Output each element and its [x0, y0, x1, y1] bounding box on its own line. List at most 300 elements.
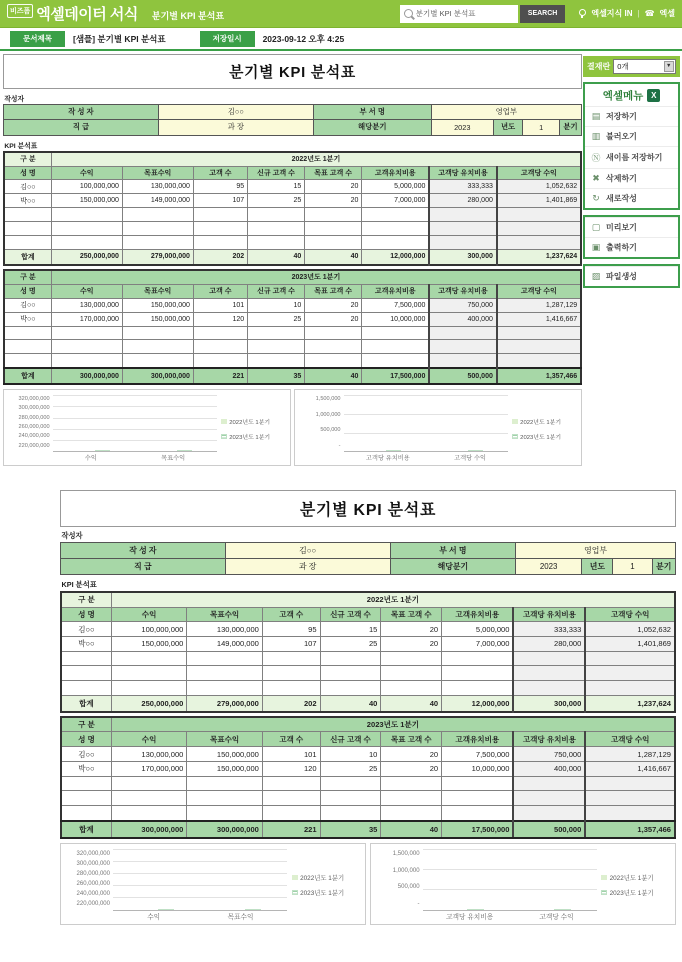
- cell: 40: [305, 250, 362, 265]
- cell: [513, 681, 585, 696]
- cell: 500,000: [429, 368, 497, 384]
- cell: 김○○: [158, 105, 313, 120]
- search-button[interactable]: SEARCH: [520, 5, 566, 23]
- legend-label: 2022년도 1분기: [229, 420, 271, 427]
- cell: 280,000: [429, 194, 497, 208]
- table-row: [61, 637, 675, 652]
- y-tick-label: -: [338, 442, 341, 449]
- quarter-cell: [516, 559, 676, 575]
- menu-item-print[interactable]: [585, 237, 678, 257]
- cell: 150,000,000: [122, 312, 193, 326]
- legend-swatch-icon: [221, 434, 227, 439]
- bar-group: [226, 909, 261, 910]
- cell: [442, 681, 514, 696]
- author-section-label: 작성자: [4, 96, 25, 104]
- cell: [362, 354, 430, 368]
- cell: [381, 806, 442, 821]
- column-header: 고객 수: [193, 284, 247, 298]
- cell: 40: [381, 821, 442, 838]
- period-cell: 2022년도 1분기: [111, 592, 675, 607]
- bar-2023: [95, 450, 110, 451]
- cell: [193, 340, 247, 354]
- cell: 박○○: [4, 312, 51, 326]
- legend-swatch-icon: [292, 890, 298, 895]
- cell: 10: [247, 298, 304, 312]
- cell: [305, 208, 362, 222]
- cell: 1,237,624: [497, 250, 581, 265]
- menu-item-save-as[interactable]: [585, 146, 678, 168]
- cell: [362, 208, 430, 222]
- bar-2023: [554, 909, 570, 910]
- document-title: 분기별 KPI 분석표: [299, 501, 437, 519]
- cell: 25: [320, 637, 381, 652]
- cell: [320, 681, 381, 696]
- cell: 300,000,000: [111, 821, 187, 838]
- cell: 성 명: [4, 284, 51, 298]
- quarter-value: 1: [522, 120, 559, 134]
- legend-item: [292, 888, 362, 897]
- cell: 750,000: [513, 747, 585, 762]
- cell: 1,357,466: [497, 368, 581, 384]
- table-row: [61, 717, 675, 732]
- link-excel-knowledge[interactable]: 엑셀지식 IN: [591, 9, 633, 18]
- bar-2023: [467, 909, 483, 910]
- legend-item: [292, 873, 362, 882]
- document-title: 분기별 KPI 분석표: [229, 65, 356, 82]
- cell: [305, 326, 362, 340]
- cell: [320, 776, 381, 791]
- cell: 170,000,000: [51, 312, 122, 326]
- link-divider: |: [637, 9, 640, 18]
- quarter-suffix: 분기: [559, 120, 581, 134]
- bar-2023: [245, 909, 261, 910]
- file-create-icon: ▨: [591, 271, 601, 281]
- legend-swatch-icon: [601, 890, 607, 895]
- cell: [320, 791, 381, 806]
- bar-chart-1: [60, 843, 366, 926]
- cell: [513, 806, 585, 821]
- document-preview-1: [3, 52, 582, 466]
- column-header: 고객당 수익: [585, 732, 675, 747]
- cell: 김○○: [225, 543, 390, 559]
- author-section-label: 작성자: [61, 531, 83, 541]
- cell: 해당분기: [313, 120, 431, 135]
- cell: [429, 340, 497, 354]
- cell: [497, 208, 581, 222]
- plot-area: [53, 395, 217, 451]
- cell: 박○○: [61, 761, 111, 776]
- kpi-table-1: [3, 151, 582, 266]
- document-title-box: [3, 54, 582, 89]
- cell: 12,000,000: [362, 250, 430, 265]
- cell: [585, 666, 675, 681]
- cell: [320, 806, 381, 821]
- cell: [193, 354, 247, 368]
- cell: 직 급: [61, 559, 226, 575]
- column-header: 고객유치비용: [362, 284, 430, 298]
- search-input[interactable]: [416, 9, 514, 18]
- cell: [262, 651, 320, 666]
- bar-chart-2: [370, 843, 676, 926]
- menu-group-0: [583, 82, 680, 210]
- legend-item: [512, 432, 577, 441]
- cell: 10,000,000: [442, 761, 514, 776]
- cell: [429, 236, 497, 250]
- menu-item-preview[interactable]: [585, 217, 678, 237]
- column-header: 목표수익: [122, 284, 193, 298]
- legend: [287, 849, 361, 922]
- cell: 1,401,869: [585, 637, 675, 652]
- table-row: [4, 166, 581, 180]
- cell: [513, 791, 585, 806]
- approval-count-select[interactable]: [613, 59, 676, 74]
- cell: [305, 222, 362, 236]
- cell: [513, 651, 585, 666]
- cell: [262, 791, 320, 806]
- x-category-label: 목표수익: [227, 913, 254, 921]
- cell: 17,500,000: [362, 368, 430, 384]
- y-tick-label: 300,000,000: [76, 860, 111, 867]
- cell: 221: [193, 368, 247, 384]
- cell: 120: [262, 761, 320, 776]
- table-row: [4, 284, 581, 298]
- gridline: [344, 451, 508, 452]
- cell: 1,052,632: [585, 622, 675, 637]
- logo-prefix: 비즈폼: [7, 4, 33, 18]
- column-header: 고객 수: [193, 166, 247, 180]
- y-tick-label: 260,000,000: [18, 424, 50, 431]
- cell: 김○○: [4, 180, 51, 194]
- cell: [381, 791, 442, 806]
- kpi-table-2: [60, 716, 676, 839]
- cell: 25: [247, 312, 304, 326]
- chevron-down-icon: ▼: [664, 61, 674, 72]
- y-tick-label: 240,000,000: [18, 433, 50, 440]
- y-tick-label: 280,000,000: [18, 414, 50, 421]
- cell: [305, 236, 362, 250]
- column-header: 목표 고객 수: [381, 732, 442, 747]
- cell: [247, 354, 304, 368]
- plot-area: [423, 849, 597, 910]
- bar-group: [369, 450, 401, 451]
- cell: 10: [320, 747, 381, 762]
- cell: [247, 222, 304, 236]
- cell: [247, 340, 304, 354]
- search-box[interactable]: [400, 5, 518, 23]
- cell: 400,000: [429, 312, 497, 326]
- legend-item: [601, 888, 671, 897]
- cell: [51, 208, 122, 222]
- table-row: [61, 622, 675, 637]
- cell: 20: [381, 747, 442, 762]
- cell: 15: [247, 180, 304, 194]
- table-row: [61, 791, 675, 806]
- page-subtitle: 분기별 KPI 분석표: [151, 10, 225, 21]
- cell: 20: [305, 298, 362, 312]
- cell: [187, 681, 263, 696]
- x-category-label: 고객당 유치비용: [365, 454, 410, 462]
- cell: 과 장: [225, 559, 390, 575]
- bar-2023: [468, 450, 483, 451]
- cell: [247, 208, 304, 222]
- table-row: [4, 208, 581, 222]
- y-tick-label: 300,000,000: [18, 405, 50, 412]
- cell: 120: [193, 312, 247, 326]
- y-tick-label: 260,000,000: [76, 881, 111, 888]
- cell: [497, 236, 581, 250]
- cell: [187, 776, 263, 791]
- cell: 95: [262, 622, 320, 637]
- cell: [111, 776, 187, 791]
- cell: 40: [320, 695, 381, 711]
- column-header: 목표 고객 수: [305, 284, 362, 298]
- menu-item-file-create[interactable]: [585, 266, 678, 286]
- y-tick-label: 280,000,000: [76, 871, 111, 878]
- cell: 김○○: [61, 622, 111, 637]
- cell: [381, 681, 442, 696]
- cell: 20: [381, 622, 442, 637]
- cell: 과 장: [158, 120, 313, 135]
- cell: 101: [262, 747, 320, 762]
- cell: [122, 208, 193, 222]
- x-category-label: 고객당 유치비용: [446, 913, 494, 921]
- cell: 40: [381, 695, 442, 711]
- cell: [247, 236, 304, 250]
- y-tick-label: 220,000,000: [76, 901, 111, 908]
- legend-swatch-icon: [221, 419, 227, 424]
- year-value: 2023: [516, 559, 581, 574]
- cell: [187, 806, 263, 821]
- cell: 10,000,000: [362, 312, 430, 326]
- cell: 해당분기: [390, 559, 515, 575]
- table-row: [4, 105, 582, 120]
- gridline: [53, 451, 217, 452]
- cell: [585, 791, 675, 806]
- cell: 100,000,000: [51, 180, 122, 194]
- menu-item-label: 새이름 저장하기: [606, 153, 663, 162]
- legend-label: 2023년도 1분기: [300, 890, 345, 898]
- legend-swatch-icon: [512, 419, 518, 424]
- cell: [320, 666, 381, 681]
- y-tick-label: 220,000,000: [18, 442, 50, 449]
- x-category-label: 수익: [147, 913, 161, 921]
- legend-swatch-icon: [512, 434, 518, 439]
- quarter-value: 1: [612, 559, 651, 574]
- cell: [381, 666, 442, 681]
- legend-item: [221, 432, 286, 441]
- menu-group-2: [583, 264, 680, 288]
- table-row: [61, 776, 675, 791]
- table-row: [61, 592, 675, 607]
- menu-item-label: 파일생성: [606, 272, 637, 281]
- column-header: 목표수익: [187, 732, 263, 747]
- cell: [497, 222, 581, 236]
- cell: 20: [305, 194, 362, 208]
- table-row: [4, 120, 582, 135]
- x-category-label: 수익: [84, 454, 97, 462]
- cell: 5,000,000: [442, 622, 514, 637]
- y-tick-label: 320,000,000: [76, 850, 111, 857]
- y-tick-label: 1,000,000: [392, 867, 420, 874]
- y-tick-label: 320,000,000: [18, 396, 50, 403]
- cell: 1,416,667: [497, 312, 581, 326]
- cell: 202: [262, 695, 320, 711]
- approval-count-value: 0개: [617, 62, 629, 71]
- cell: 20: [381, 761, 442, 776]
- kpi-section-label: KPI 분석표: [4, 142, 38, 150]
- table-row: [61, 747, 675, 762]
- cell: 500,000: [513, 821, 585, 838]
- cell: 구 분: [4, 152, 51, 166]
- cell: 20: [305, 180, 362, 194]
- column-header: 수익: [51, 284, 122, 298]
- menu-item-open[interactable]: [585, 126, 678, 146]
- quarter-cell: [431, 120, 581, 135]
- y-axis: [299, 395, 344, 447]
- cell: [442, 776, 514, 791]
- quarter-suffix: 분기: [652, 559, 675, 574]
- top-links: [579, 8, 675, 19]
- column-header: 수익: [111, 607, 187, 622]
- cell: 합계: [61, 695, 111, 711]
- legend-label: 2023년도 1분기: [609, 890, 654, 898]
- table-row: [61, 681, 675, 696]
- cell: 25: [320, 761, 381, 776]
- cell: 25: [247, 194, 304, 208]
- y-axis: [8, 395, 53, 447]
- cell: 합계: [4, 368, 51, 384]
- cell: 300,000: [513, 695, 585, 711]
- kpi-table-2: [3, 269, 582, 385]
- cell: [381, 651, 442, 666]
- cell: 작 성 자: [61, 543, 226, 559]
- document-title-box: [60, 490, 676, 527]
- knowledge-pin-icon: [579, 9, 586, 16]
- saved-time-value: 2023-09-12 오후 4:25: [262, 33, 345, 44]
- column-header: 목표 고객 수: [381, 607, 442, 622]
- cell: 250,000,000: [111, 695, 187, 711]
- cell: 107: [262, 637, 320, 652]
- doc-title-badge: 문서제목: [10, 31, 65, 47]
- link-phone[interactable]: 엑셀: [659, 9, 675, 18]
- cell: 구 분: [4, 270, 51, 284]
- cell: 박○○: [4, 194, 51, 208]
- y-tick-label: 500,000: [320, 427, 341, 434]
- cell: 7,500,000: [362, 298, 430, 312]
- cell: [585, 651, 675, 666]
- cell: [122, 222, 193, 236]
- cell: 300,000,000: [187, 821, 263, 838]
- y-tick-label: 500,000: [397, 884, 420, 891]
- cell: [4, 340, 51, 354]
- column-header: 고객당 수익: [585, 607, 675, 622]
- legend: [597, 849, 671, 922]
- cell: 130,000,000: [51, 298, 122, 312]
- menu-item-delete[interactable]: [585, 168, 678, 188]
- cell: [4, 208, 51, 222]
- cell: 400,000: [513, 761, 585, 776]
- cell: 17,500,000: [442, 821, 514, 838]
- save-as-icon: Ⓝ: [591, 153, 601, 163]
- menu-group-1: [583, 215, 680, 259]
- cell: [51, 326, 122, 340]
- cell: [61, 666, 111, 681]
- cell: 750,000: [429, 298, 497, 312]
- menu-item-new[interactable]: [585, 188, 678, 208]
- cell: [122, 326, 193, 340]
- table-row: [4, 312, 581, 326]
- table-row: [4, 194, 581, 208]
- legend-label: 2022년도 1분기: [300, 875, 345, 883]
- table-row: [61, 651, 675, 666]
- preview-icon: ▢: [591, 222, 601, 232]
- cell: 구 분: [61, 592, 111, 607]
- gridline: [423, 910, 597, 911]
- cell: 1,401,869: [497, 194, 581, 208]
- cell: 20: [305, 312, 362, 326]
- bar-2023: [177, 450, 192, 451]
- cell: [429, 354, 497, 368]
- cell: 333,333: [513, 622, 585, 637]
- cell: [442, 806, 514, 821]
- doc-title-value: [샘플] 분기별 KPI 분석표: [72, 33, 166, 44]
- cell: 박○○: [61, 637, 111, 652]
- cell: [513, 666, 585, 681]
- cell: 250,000,000: [51, 250, 122, 265]
- total-row: [61, 821, 675, 838]
- cell: [51, 222, 122, 236]
- cell: 합계: [4, 250, 51, 265]
- cell: [4, 326, 51, 340]
- bar-group: [536, 909, 571, 910]
- brand-title[interactable]: 엑셀데이터 서식: [36, 6, 138, 23]
- cell: [111, 666, 187, 681]
- new-icon: ↻: [592, 193, 600, 203]
- cell: 5,000,000: [362, 180, 430, 194]
- cell: 35: [247, 368, 304, 384]
- column-header: 수익: [111, 732, 187, 747]
- column-header: 고객 수: [262, 732, 320, 747]
- menu-item-save[interactable]: [585, 106, 678, 126]
- column-header: 신규 고객 수: [247, 284, 304, 298]
- sidebar: [583, 56, 680, 288]
- cell: 15: [320, 622, 381, 637]
- cell: [381, 776, 442, 791]
- cell: 부 서 명: [313, 105, 431, 120]
- cell: 7,000,000: [362, 194, 430, 208]
- table-row: [4, 298, 581, 312]
- top-banner: [0, 0, 682, 28]
- table-row: [4, 326, 581, 340]
- total-row: [4, 368, 581, 384]
- cell: [61, 806, 111, 821]
- cell: 149,000,000: [122, 194, 193, 208]
- cell: [51, 340, 122, 354]
- column-header: 목표 고객 수: [305, 166, 362, 180]
- legend-item: [512, 417, 577, 426]
- cell: 150,000,000: [187, 747, 263, 762]
- cell: 130,000,000: [187, 622, 263, 637]
- y-tick-label: 240,000,000: [76, 891, 111, 898]
- cell: [193, 236, 247, 250]
- phone-icon: ☎: [644, 9, 655, 18]
- cell: [429, 326, 497, 340]
- menu-item-label: 새로작성: [606, 194, 637, 203]
- search-area: [400, 5, 566, 23]
- cell: [4, 236, 51, 250]
- cell: [442, 666, 514, 681]
- bar-2023: [386, 450, 401, 451]
